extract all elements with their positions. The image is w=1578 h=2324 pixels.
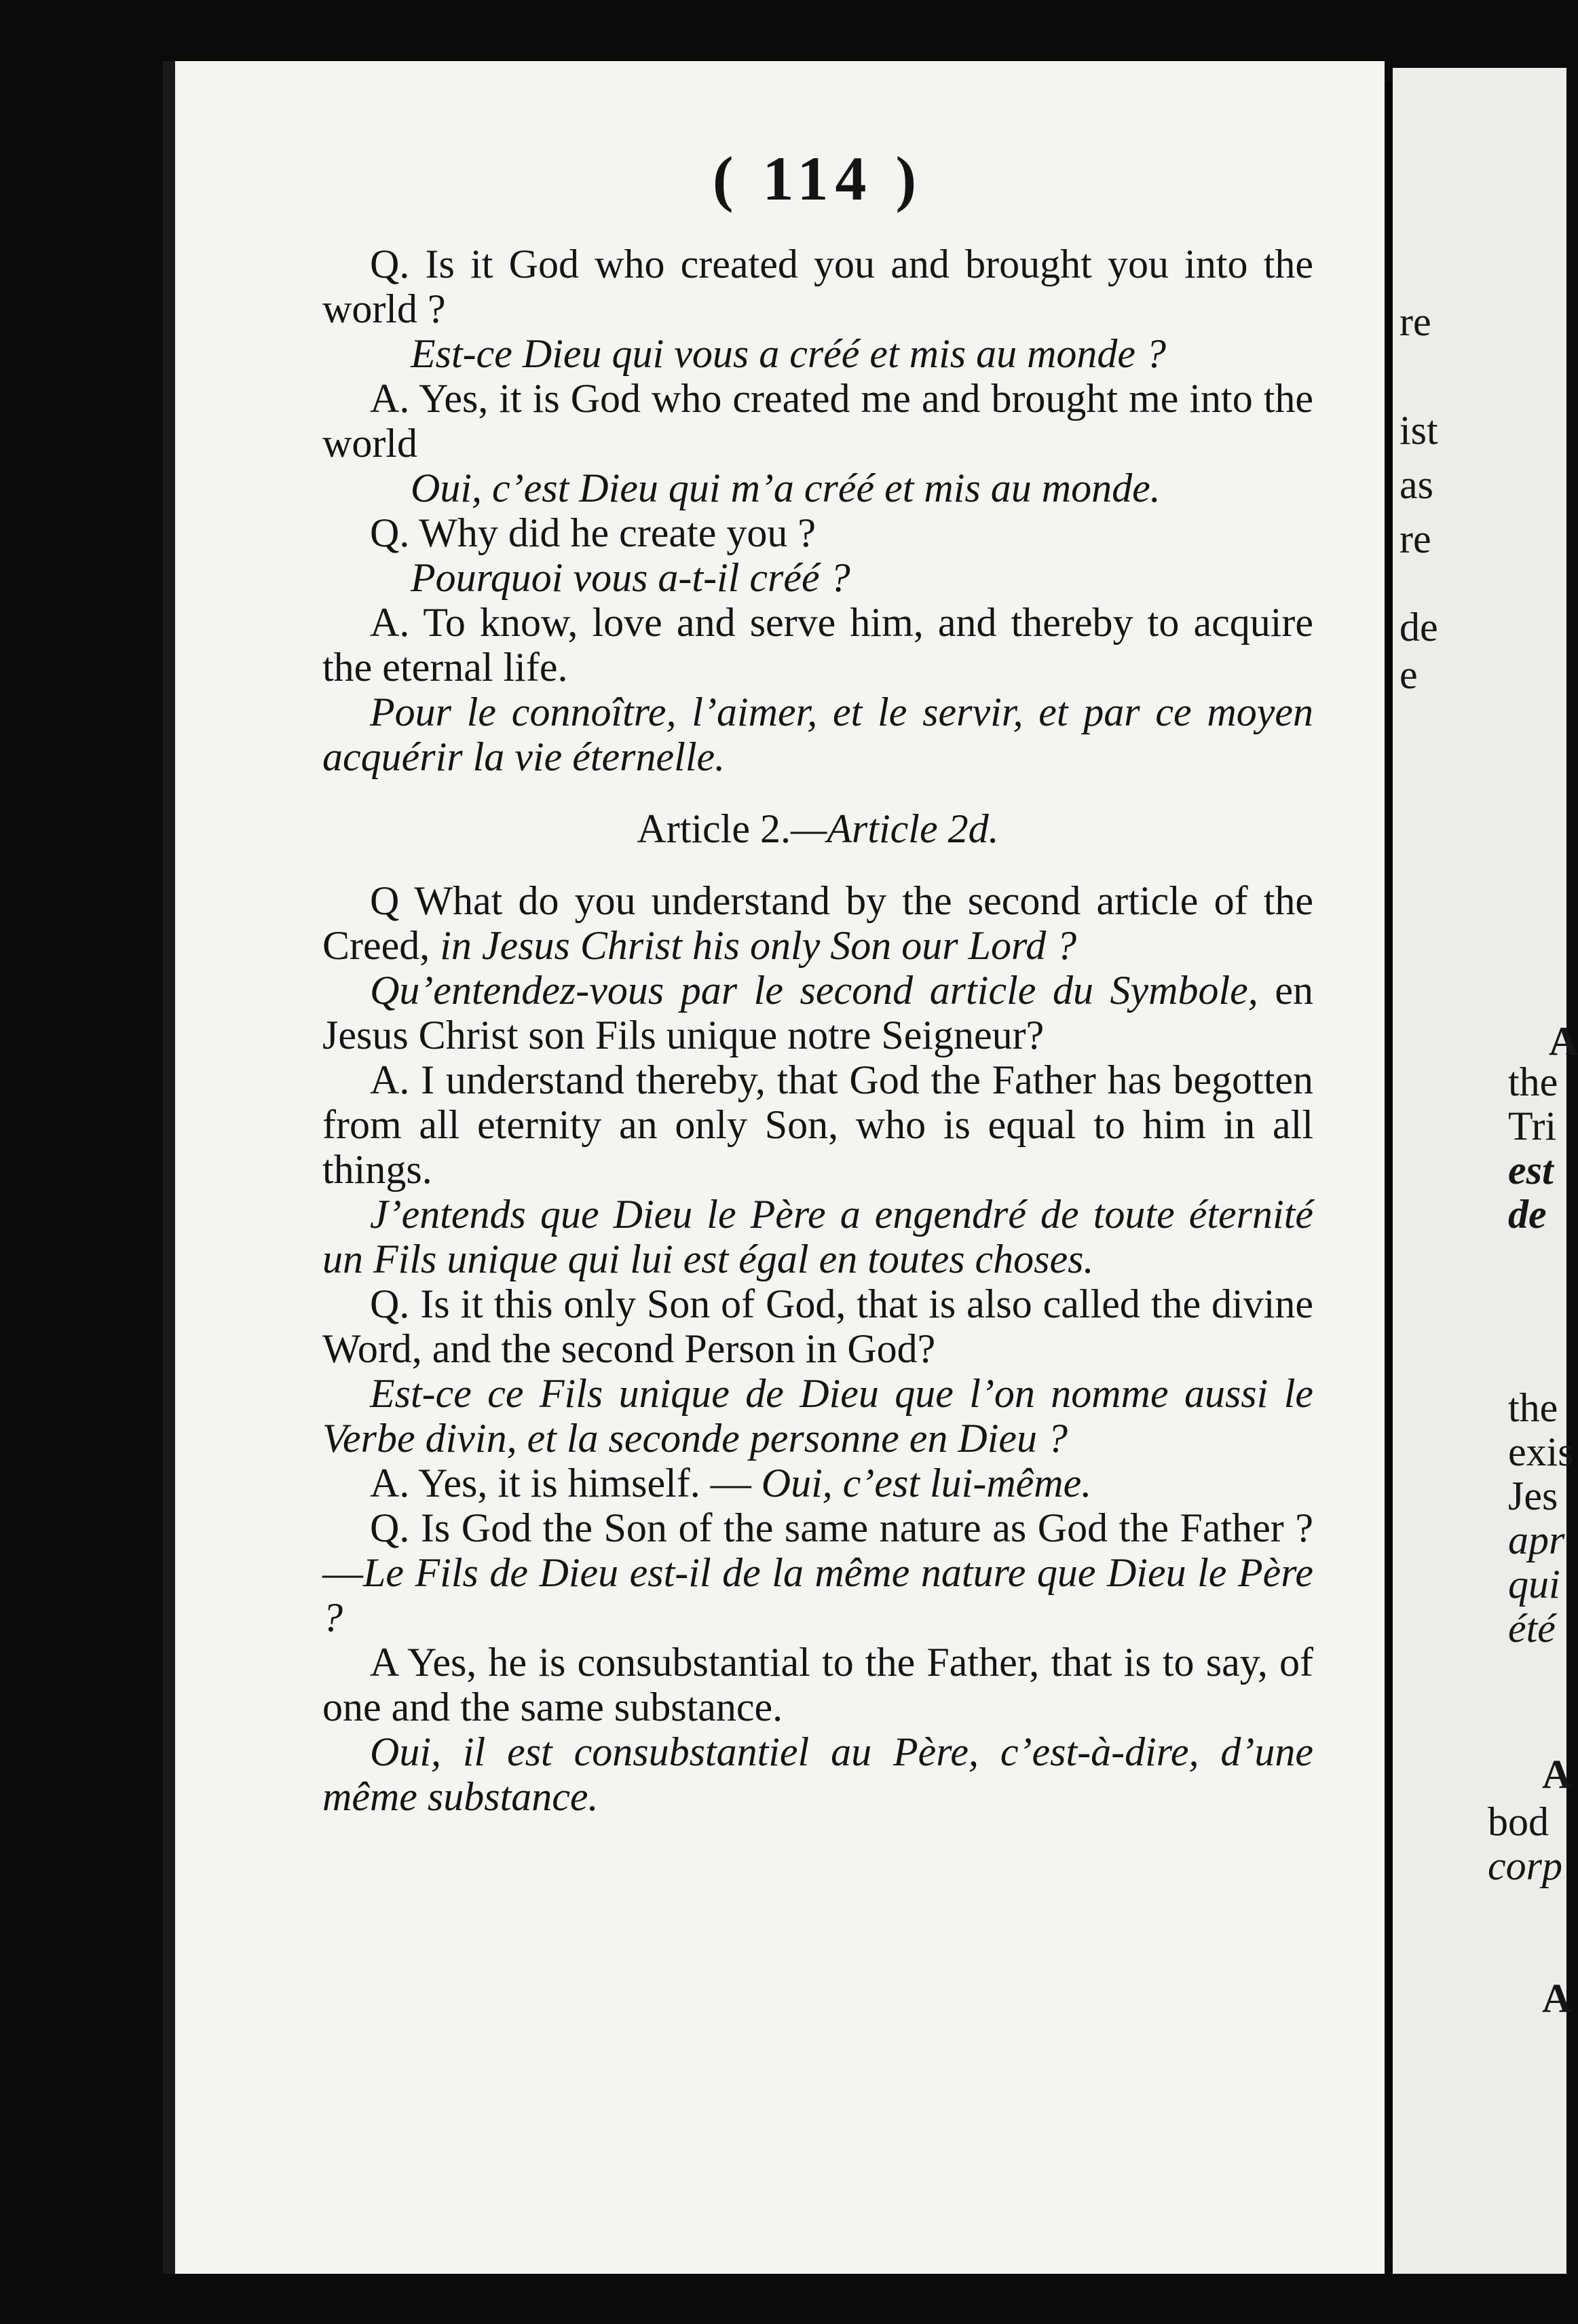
facing-fragment: A — [1542, 1976, 1572, 2021]
facing-fragment: Tri — [1508, 1104, 1557, 1148]
facing-fragment: Jes — [1508, 1474, 1558, 1518]
facing-fragment: e — [1399, 652, 1418, 697]
article-heading — [322, 806, 1313, 851]
question-text: Q What do you understand by the second article of the Creed, — [322, 878, 1313, 968]
facing-fragment: the — [1508, 1060, 1558, 1104]
facing-fragment: corp — [1488, 1843, 1562, 1888]
answer-line: A Yes, he is consubstantial to the Father, that is to say, of one and the same substance. — [322, 1640, 1313, 1729]
question-line — [322, 878, 1313, 968]
article-heading-fr: —Article 2d. — [790, 806, 999, 851]
french-translation: Pour le connoître, l’aimer, et le servir, et par ce moyen acquérir la vie éternelle. — [322, 690, 1313, 779]
facing-page — [1393, 68, 1578, 2274]
question-text: Q. Is God the Son of the same nature as God the Father ?— — [322, 1505, 1313, 1595]
facing-fragment: bod — [1488, 1799, 1549, 1844]
facing-fragment: de — [1508, 1192, 1547, 1237]
facing-fragment: est — [1508, 1148, 1554, 1193]
facing-fragment: qui — [1508, 1562, 1560, 1607]
french-translation: Est-ce Dieu qui vous a créé et mis au monde ? — [411, 331, 1167, 376]
question-line: Q. Why did he create you ? — [370, 510, 816, 555]
facing-fragment: été — [1508, 1606, 1556, 1651]
facing-fragment: re — [1399, 299, 1431, 344]
facing-fragment: ist — [1399, 408, 1438, 453]
answer-line — [322, 1461, 1313, 1505]
facing-fragment: re — [1399, 517, 1431, 561]
french-answer: Oui, c’est lui-même. — [761, 1461, 1092, 1505]
french-creed-quote: en Jesus Christ son Fils unique notre Seigneur? — [322, 968, 1314, 1057]
answer-line: A. I understand thereby, that God the Father has begotten from all eternity an only Son, who is equal to him in all things. — [322, 1057, 1313, 1192]
question-line: Q. Is it God who created you and brought you into the world ? — [322, 242, 1313, 331]
french-translation: Oui, il est consubstantiel au Père, c’est-à-dire, d’une même substance. — [322, 1729, 1313, 1819]
facing-fragment: de — [1399, 605, 1438, 650]
facing-fragment: A — [1549, 1019, 1578, 1064]
facing-fragment: apr — [1508, 1518, 1565, 1562]
french-translation — [322, 968, 1313, 1057]
french-text: Qu’entendez-vous par le second article du Symbole, — [370, 968, 1258, 1013]
answer-line: A. To know, love and serve him, and thereby to acquire the eternal life. — [322, 600, 1313, 690]
french-question: Le Fils de Dieu est-il de la même nature que Dieu le Père ? — [322, 1550, 1313, 1640]
facing-fragment: exis — [1508, 1429, 1574, 1474]
answer-text: A. Yes, it is himself. — — [370, 1461, 751, 1505]
french-translation: Pourquoi vous a-t-il créé ? — [411, 555, 850, 600]
page-number: ( 114 ) — [712, 144, 924, 213]
creed-quote: in Jesus Christ his only Son our Lord ? — [440, 923, 1077, 968]
facing-fragment: the — [1508, 1385, 1558, 1430]
page-text — [322, 144, 1314, 1819]
answer-line: A. Yes, it is God who created me and brought me into the world — [322, 376, 1313, 466]
article-heading-en: Article 2. — [637, 806, 791, 851]
facing-fragment: as — [1399, 462, 1433, 507]
question-line: Q. Is it this only Son of God, that is also called the divine Word, and the second Person in God? — [322, 1281, 1313, 1371]
french-translation: J’entends que Dieu le Père a engendré de toute éternité un Fils unique qui lui est égal en toutes choses. — [322, 1192, 1313, 1281]
french-translation: Oui, c’est Dieu qui m’a créé et mis au monde. — [411, 466, 1161, 510]
question-line — [322, 1505, 1313, 1640]
facing-fragment: A — [1542, 1752, 1572, 1797]
book-gutter — [1385, 81, 1393, 2240]
french-translation: Est-ce ce Fils unique de Dieu que l’on nomme aussi le Verbe divin, et la seconde personne en Dieu ? — [322, 1371, 1313, 1461]
